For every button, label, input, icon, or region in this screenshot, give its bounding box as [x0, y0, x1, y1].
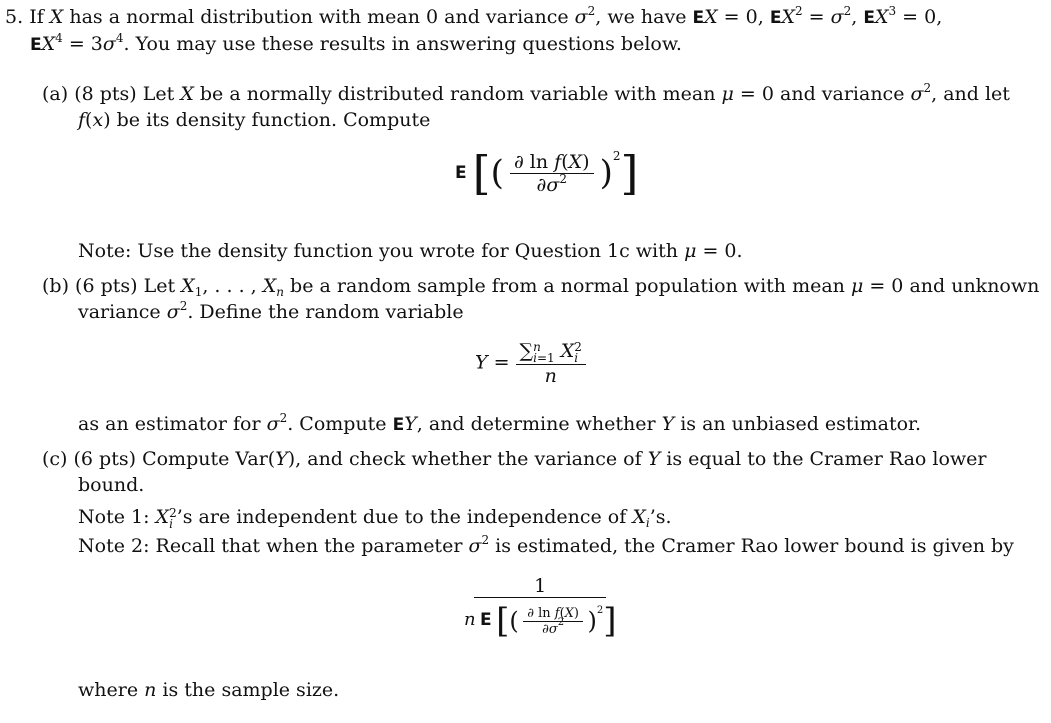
intro-text: has a normal distribution with mean 0 and variance: [69, 6, 569, 28]
part-b-text: be a random sample from a normal population with mean: [290, 275, 845, 297]
part-b-points: (6 pts): [75, 275, 138, 297]
intro-text: You may use these results in answering questions below.: [135, 33, 682, 55]
part-a-label: (a): [42, 83, 69, 105]
part-c-text: Compute Var(: [142, 448, 276, 470]
part-b-text: . Define the random variable: [187, 301, 464, 323]
part-a-points: (8 pts): [74, 83, 137, 105]
part-b-text: . Compute: [287, 413, 387, 435]
part-c-text: is the sample size.: [162, 679, 340, 701]
part-c-text: ’s are independent due to the independence of: [176, 506, 627, 528]
part-b-text: , and determine whether: [416, 413, 656, 435]
cramer-rao-formula: [460, 575, 620, 644]
part-c-final-line: where n is the sample size.: [78, 679, 340, 701]
part-b-text: as an estimator for: [78, 413, 261, 435]
problem-intro-line-1: 5. If X has a normal distribution with mean 0 and variance $\sigma^2$, we have EX = 0, $EX^2 = \sigma^2$, $EX^3 = 0$,: [5, 4, 943, 28]
estimator-formula: Y = ∑n i=1 X2 i n: [475, 340, 586, 387]
part-c-text: Note 1:: [78, 506, 150, 528]
part-c-text: ), and check whether the variance of: [287, 448, 642, 470]
intro-text: , we have: [595, 6, 687, 28]
part-b-line-2: variance $\sigma^2$. Define the random variable: [78, 299, 464, 323]
part-a-line-2: f(x) be its density function. Compute: [78, 109, 431, 131]
part-c-text: bound.: [78, 474, 145, 496]
cramer-rao-fraction: 1 n E [( $\frac{\text{∂ ln f(X)}}{\partial\sigma^2}$ )$^2$]: [464, 575, 617, 641]
part-a-text: be a normally distributed random variable with mean: [199, 83, 716, 105]
part-b-text: variance: [78, 301, 161, 323]
part-b-text: and unknown: [909, 275, 1040, 297]
fisher-info-formula: E [( $\frac{\text{∂ ln f(X)}}{\partial\sigma^2}$ )$^2$]: [455, 146, 639, 200]
part-c-text: ’s.: [649, 506, 672, 528]
intro-text: If: [29, 6, 44, 28]
part-c-text: is equal to the Cramer Rao lower: [666, 448, 987, 470]
estimator-fraction: ∑n i=1 X2 i n: [516, 340, 586, 387]
problem-intro-line-2: $EX^4 = 3\sigma^4$. You may use these results in answering questions below.: [30, 31, 682, 55]
part-c-text: Note 2: Recall that when the parameter: [78, 535, 463, 557]
log-density-derivative-fraction: $\frac{\text{∂ ln f(X)}}{\partial\sigma^2}$: [510, 151, 594, 196]
part-a-line-1: (a) (8 pts) Let X be a normally distributed random variable with mean μ = 0 and variance $\sigma^2$, and let: [42, 81, 1010, 105]
part-a-text: , and let: [931, 83, 1010, 105]
part-c-note-2: Note 2: Recall that when the parameter $\sigma^2$ is estimated, the Cramer Rao lower bound is given by: [78, 533, 1014, 557]
part-b-text: is an unbiased estimator.: [680, 413, 922, 435]
part-c-line-1: (c) (6 pts) Compute Var(Y), and check whether the variance of Y is equal to the Cramer Rao lower: [42, 448, 987, 470]
part-b-line-3: as an estimator for $\sigma^2$. Compute EY, and determine whether Y is an unbiased estimator.: [78, 411, 922, 435]
part-c-label: (c): [42, 448, 68, 470]
part-c-text: is estimated, the Cramer Rao lower bound is given by: [495, 535, 1014, 557]
part-a-note: Note: Use the density function you wrote for Question 1c with μ = 0.: [78, 240, 743, 262]
part-c-points: (6 pts): [73, 448, 137, 470]
part-b-label: (b): [42, 275, 69, 297]
part-c-note-1: Note 1: X2 i ’s are independent due to the independence of $X_i’s$.: [78, 506, 672, 531]
part-a-note-text: Note: Use the density function you wrote for Question 1c with: [78, 240, 679, 262]
part-a-text: and variance: [780, 83, 905, 105]
problem-number: 5.: [5, 6, 24, 28]
part-c-line-2: [78, 472, 144, 498]
part-c-text: where: [78, 679, 139, 701]
part-b-line-1: (b) (6 pts) Let $X_1$, . . . , $X_n$ be a random sample from a normal population with mean μ = 0 and unknown: [42, 275, 1040, 299]
part-a-text: be its density function. Compute: [116, 109, 431, 131]
part-b-text: Let: [143, 275, 176, 297]
part-a-text: Let: [142, 83, 175, 105]
